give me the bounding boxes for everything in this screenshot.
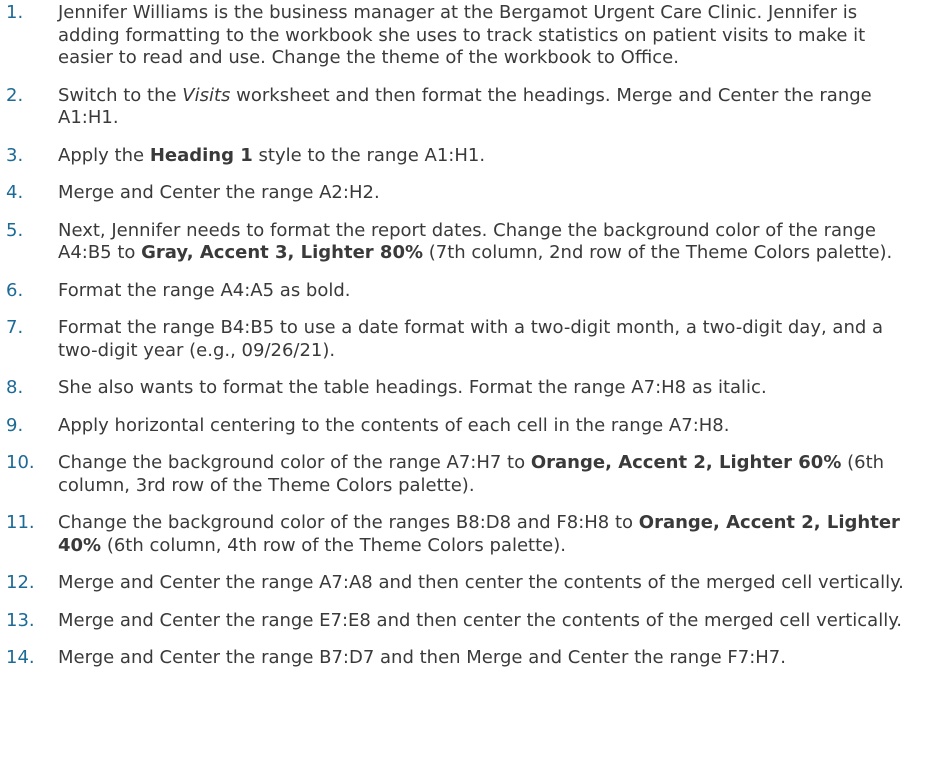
step-number: 10. <box>6 452 35 473</box>
step-text-segment: Jennifer Williams is the business manager at the Bergamot Urgent Care Clinic. Jennifer is adding formatting to the workbook she uses to track statistics on patient visits to make it easier to read and use. Change the theme of the workbook to Office. <box>58 2 866 68</box>
step-text-segment: Apply the <box>58 144 150 166</box>
instruction-step <box>0 610 940 633</box>
step-number: 9. <box>6 414 24 436</box>
step-number: 12. <box>6 572 35 593</box>
step-text-segment: She also wants to format the table headings. Format the range A7:H8 as italic. <box>58 377 767 398</box>
instruction-step <box>0 317 940 362</box>
instruction-step <box>0 280 940 303</box>
step-number: 1. <box>6 2 24 23</box>
step-text-segment: Merge and Center the range A7:A8 and then center the contents of the merged cell vertically. <box>58 572 904 593</box>
step-text-segment: Format the range B4:B5 to use a date format with a two-digit month, a two-digit day, and a two-digit year (e.g., 09/26/21). <box>58 317 884 361</box>
step-text-segment: Merge and Center the range B7:D7 and then Merge and Center the range F7:H7. <box>58 647 786 668</box>
instruction-step <box>0 145 940 168</box>
style-name: Heading 1 <box>149 144 253 166</box>
step-number: 3. <box>6 144 24 166</box>
step-number: 5. <box>6 219 24 241</box>
instruction-list <box>0 2 940 670</box>
step-text <box>58 2 926 70</box>
step-text-segment: (6th column, 4th row of the Theme Colors palette). <box>101 534 566 556</box>
step-text <box>58 182 926 205</box>
step-text <box>58 572 926 595</box>
step-text-segment: style to the range A1:H1. <box>252 144 486 166</box>
color-name: Orange, Accent 2, Lighter 40% <box>58 512 900 556</box>
step-number: 4. <box>6 182 24 203</box>
step-text <box>58 145 926 168</box>
step-text-segment: Apply horizontal centering to the contents of each cell in the range A7:H8. <box>58 414 730 436</box>
step-number: 8. <box>6 377 24 398</box>
worksheet-name: Visits <box>182 84 231 106</box>
step-text <box>58 647 926 670</box>
step-text <box>58 317 926 362</box>
step-text <box>58 610 926 633</box>
step-text-segment: worksheet and then format the headings. Merge and Center the range A1:H1. <box>58 84 872 128</box>
step-text-segment: Switch to the <box>58 84 183 106</box>
instruction-step <box>0 377 940 400</box>
step-number: 7. <box>6 317 24 338</box>
step-text <box>58 280 926 303</box>
instruction-step <box>0 512 940 557</box>
step-text-segment: Change the background color of the range A7:H7 to <box>58 452 531 473</box>
step-text-segment: Format the range A4:A5 as bold. <box>58 279 351 301</box>
step-text <box>58 220 926 265</box>
step-text-segment: Merge and Center the range E7:E8 and then center the contents of the merged cell vertically. <box>58 609 903 631</box>
instruction-step <box>0 452 940 497</box>
step-number: 14. <box>6 647 35 668</box>
step-text <box>58 85 926 130</box>
instruction-step <box>0 182 940 205</box>
instruction-step <box>0 2 940 70</box>
step-text-segment: (6th column, 3rd row of the Theme Colors palette). <box>58 452 885 496</box>
step-text <box>58 377 926 400</box>
step-number: 2. <box>6 84 24 106</box>
step-number: 6. <box>6 279 24 301</box>
step-text-segment: Change the background color of the ranges B8:D8 and F8:H8 to <box>58 512 639 533</box>
step-text-segment: Merge and Center the range A2:H2. <box>58 182 380 203</box>
instruction-step <box>0 220 940 265</box>
instruction-step <box>0 572 940 595</box>
instruction-step <box>0 415 940 438</box>
instruction-step <box>0 647 940 670</box>
step-text-segment: Next, Jennifer needs to format the report dates. Change the background color of the range A4:B5 to <box>58 219 876 263</box>
color-name: Gray, Accent 3, Lighter 80% <box>141 242 424 263</box>
step-text-segment: (7th column, 2nd row of the Theme Colors palette). <box>423 242 893 263</box>
color-name: Orange, Accent 2, Lighter 60% <box>530 452 842 473</box>
step-number: 13. <box>6 609 35 631</box>
step-text <box>58 512 926 557</box>
step-text <box>58 452 926 497</box>
instruction-step <box>0 85 940 130</box>
step-text <box>58 415 926 438</box>
step-number: 11. <box>6 512 35 533</box>
